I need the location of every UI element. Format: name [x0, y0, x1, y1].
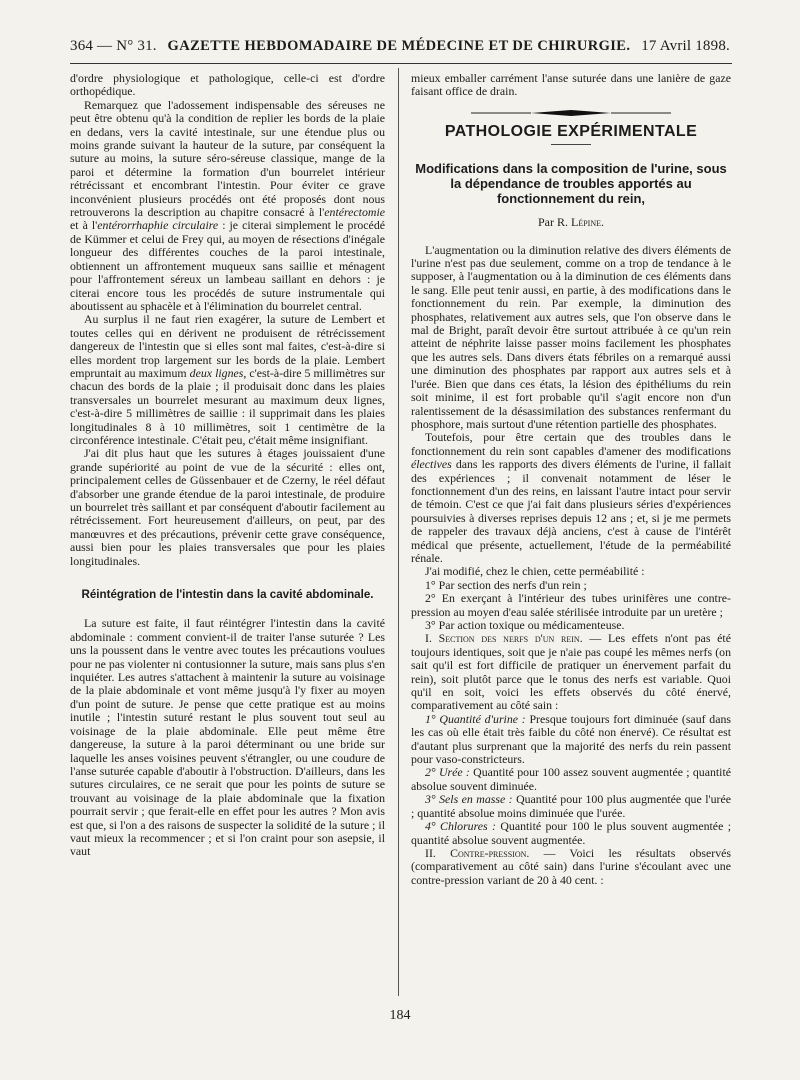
paragraph: Au surplus il ne faut rien exagérer, la suture de Lembert et toutes celles qui en dérivent ne produisent de rétrécissement dangereux de l'intestin que si elles sont mal faites, c'est-à-dire si elles mordent trop largement sur les bords de la plaie. Lembert empruntait au maximum deux lignes, c'est-à-dire 5 millimètres sur chacun des bords de la plaie ; il produisait donc dans les plaies transversales un bourrelet mesurant au maximum deux lignes, c'est-à-dire 5 millimètres de saillie : il supprimait dans les plaies longitudinales 8 à 10 millimètres, soit 1 centimètre de la circonférence intestinale. C'était peu, c'était même insignifiant. — [70, 312, 385, 447]
paragraph: Remarquez que l'adossement indispensable des séreuses ne peut être obtenu qu'à la condition de replier les bords de la plaie en dedans, vers la cavité intestinale, sur une étendue plus ou moins grande suivant la hauteur de la suture, par conséquent la suture au moins, la suture séro-séreuse classique, mange de la paroi et détermine la formation d'un bourrelet intérieur rétrécissant et encombrant l'intestin. Pour éviter ce grave inconvénient plusieurs procédés ont été proposés dont nous retrouverons la description au chapitre consacré à l'entérectomie et à l'entérorrhaphie circulaire : je citerai simplement le procédé de Kümmer et celui de Frey qui, au moyen de résections d'inégale longueur des différentes couches de la paroi intestinale, obtiennent un affrontement muqueux sans saillie et ménagent pour l'affrontement séreux un lambeau saillant en dehors : je citerai encore tous les procédés de suture instrumentale qui aboutissent au sphacèle et à l'élimination du bourrelet central. — [70, 97, 385, 313]
paragraph: Toutefois, pour être certain que des troubles dans le fonctionnement du rein sont capables d'amener des modifications électives dans les rapports des divers éléments de l'urine, il fallait des expériences ; il convenait notamment de léser le fonctionnement d'un des reins, en laissant l'autre intact pour servir de témoin. C'est ce que j'ai fait dans plusieurs séries d'expériences poursuivies à diverses reprises depuis 12 ans ; et, si je me permets de rappeler des travaux déjà anciens, c'est à cause de l'intérêt médical que présente, actuellement, l'étude de la perméabilité rénale. — [411, 430, 731, 565]
paragraph: J'ai dit plus haut que les sutures à étages jouissaient d'une grande supériorité au point de vue de la sécurité : elles ont, principalement celles de Güssenbauer et de Czerny, le réel défaut d'absorber une grande étendue de la paroi intestinale, de produire un bourrelet très saillant et par conséquent d'aboutir facilement au rétrécissement. Fort heureusement d'ailleurs, on peut, par des manœuvres et des précautions, prévenir cette grave conséquence, aussi bien pour les plaies transversales que pour les plaies longitudinales. — [70, 446, 385, 568]
paragraph: L'augmentation ou la diminution relative des divers éléments de l'urine n'est pas due seulement, comme on a trop de tendance à le supposer, à l'augmentation ou à la diminution de ces éléments dans le sang. Elle peut tenir aussi, en partie, à des modifications dans le fonctionnement du rein. Par exemple, la diminution des phosphates, relativement aux autres sels, que l'on observe dans le mal de Bright, paraît devoir être surtout attribuée à ce qu'un rein atteint de néphrite laisse passer moins facilement les phosphates que les autres sels. Dans divers états fébriles on a remarqué aussi une diminution des phosphates par rapport aux autres sels et à l'urée. Bien que dans ces états, la lésion des épithéliums du rein soit minime, il est fort probable qu'il s'agit encore non d'un ralentissement de la désassimilation des substances renfermant du phosphore, mais surtout d'une rétention partielle des phosphates. — [411, 242, 731, 431]
byline: Par R. Lépine. — [538, 215, 604, 230]
list-item: 2° En exerçant à l'intérieur des tubes urinifères une contre-pression au moyen d'eau salée stérilisée introduite par un uretère ; — [411, 591, 731, 619]
paragraph: d'ordre physiologique et pathologique, celle-ci est d'ordre orthopédique. — [70, 71, 385, 99]
short-rule — [551, 144, 591, 145]
folio-number: 184 — [389, 1008, 411, 1023]
result-item: 4° Chlorures : Quantité pour 100 le plus souvent augmentée ; quantité absolue souvent augmentée. — [411, 819, 731, 847]
paragraph: II. Contre-pression. — Voici les résultats observés (comparativement au côté sain) dans l'urine s'écoulant avec une contre-pression variant de 20 à 40 cent. : — [411, 845, 731, 887]
subsection-heading: Réintégration de l'intestin dans la cavité abdominale. — [81, 588, 374, 602]
result-item: 3° Sels en masse : Quantité pour 100 plus augmentée que l'urée ; quantité absolue moins diminuée que l'urée. — [411, 792, 731, 820]
paragraph: J'ai modifié, chez le chien, cette perméabilité : — [425, 564, 645, 579]
result-item: 1° Quantité d'urine : Presque toujours fort diminuée (sauf dans les cas où elle était très faible du côté non énervé). Ce résultat est d'autant plus surprenant que la majorité des nerfs du rein passent pour vaso-constricteurs. — [411, 711, 731, 767]
running-head — [70, 38, 730, 60]
list-item: 1° Par section des nerfs d'un rein ; — [425, 577, 587, 592]
list-item: 3° Par action toxique ou médicamenteuse. — [425, 618, 625, 632]
result-item: 2° Urée : Quantité pour 100 assez souvent augmentée ; quantité absolue souvent diminuée. — [411, 765, 731, 793]
article-title: Modifications dans la composition de l'urine, sous la dépendance de troubles apportés au fonctionnement du rein, — [415, 161, 727, 207]
column-divider — [398, 68, 399, 996]
right-column — [411, 72, 731, 887]
journal-title: GAZETTE HEBDOMADAIRE DE MÉDECINE ET DE CHIRURGIE. — [167, 38, 631, 54]
left-column — [70, 72, 385, 859]
paragraph: La suture est faite, il faut réintégrer l'intestin dans la cavité abdominale : comment convient-il de traiter l'anse suturée ? Les uns la poussent dans le ventre avec toutes les précautions voulues pour ne pas violenter ni contusionner la suture, mais sans plus s'en inquiéter. Les autres s'attachent à maintenir la suture au voisinage de la plaie abdominale et vont même jusqu'à l'y fixer au moyen d'un point de suture. Je pense que cette pratique est au moins inutile ; l'intestin suturé restant le plus souvent tout seul au voisinage de la plaie abdominale. Elle peut même être dangereuse, la suture à la paroi déterminant ou une bride sur laquelle les anses voisines peuvent s'étrangler, ou une coudure de l'anse suturée capable d'aboutir à l'obstruction. D'ailleurs, dans les sutures circulaires, ce ne serait que pour les points de suture se trouvant au voisinage de la plaie abdominale que la fixation pourrait servir ; que ferait-elle en effet pour les autres ? Mon avis est que, si l'on a des raisons de suspecter la solidité de la suture ; il vaut mieux la recommencer ; et si l'on craint pour son asepsie, il vaut — [70, 616, 385, 859]
paragraph: mieux emballer carrément l'anse suturée dans une lanière de gaze faisant office de drain. — [411, 71, 731, 99]
paragraph: I. Section des nerfs d'un rein. — Les effets n'ont pas été toujours identiques, soit que je n'aie pas coupé les mêmes nerfs (on sait qu'il est fort difficile de pratiquer un énervement parfait du rein), soit plutôt parce que le tonus des nerfs est variable. Quoi qu'il en soit, voici les effets observés du côté énervé, comparativement au côté sain : — [411, 631, 731, 713]
author-name: Lépine — [571, 215, 601, 230]
header-rule — [70, 63, 732, 64]
issue-date: 17 Avril 1898. — [641, 38, 730, 54]
ornamental-rule — [471, 109, 671, 117]
section-title: PATHOLOGIE EXPÉRIMENTALE — [444, 122, 698, 140]
page-number-issue: 364 — N° 31. — [70, 38, 157, 54]
